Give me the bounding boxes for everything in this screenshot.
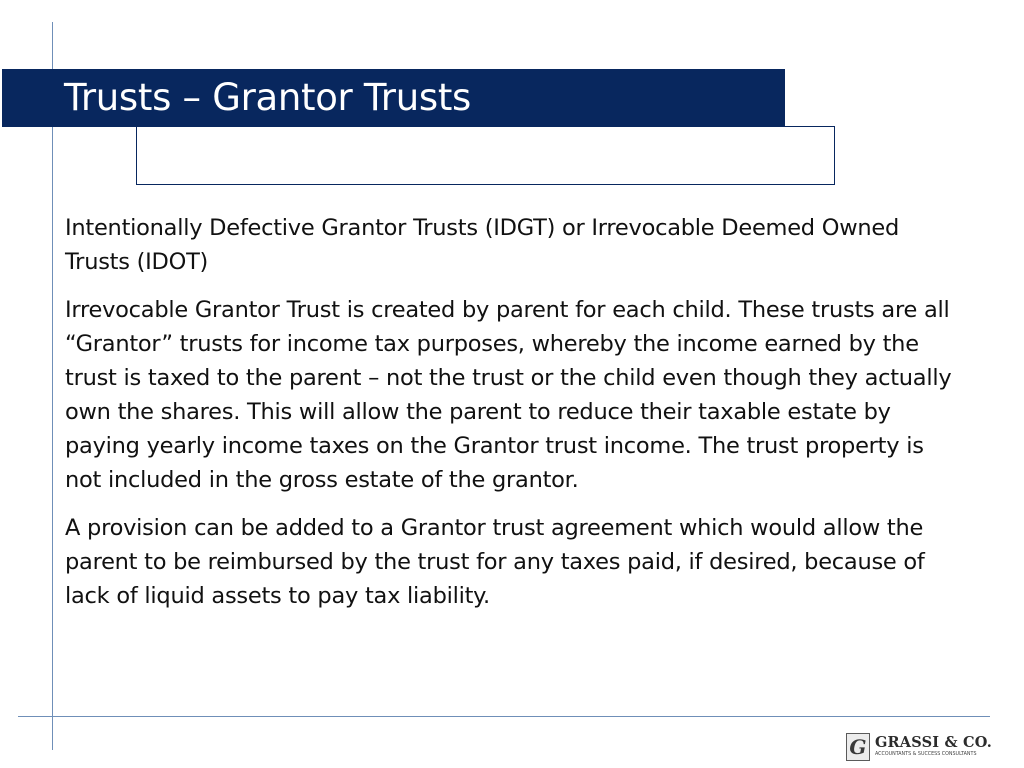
paragraph-2: Irrevocable Grantor Trust is created by parent for each child. These trusts are all “Grantor” trusts for income tax purposes, whereby the income earned by the trust is taxed to the parent – not the trust or the child even though they actually own the shares. This will allow the parent to reduce their taxable estate by paying yearly income taxes on the Grantor trust income. The trust property is not included in the gross estate of the grantor.	[65, 297, 952, 493]
company-logo	[846, 731, 992, 763]
paragraph-1: Intentionally Defective Grantor Trusts (IDGT) or Irrevocable Deemed Owned Trusts (IDOT)	[65, 215, 899, 275]
slide-title: Trusts – Grantor Trusts	[64, 76, 472, 119]
vertical-rule	[52, 22, 53, 750]
accent-box-top-segment	[784, 126, 835, 127]
title-accent-box	[136, 126, 835, 185]
paragraph-3: A provision can be added to a Grantor trust agreement which would allow the parent to be reimbursed by the trust for any taxes paid, if desired, because of lack of liquid assets to pay tax liability.	[65, 515, 925, 609]
horizontal-rule	[18, 716, 990, 717]
logo-name: GRASSI & CO.	[874, 733, 992, 751]
slide-body	[65, 211, 965, 627]
logo-mark-icon: G	[846, 733, 870, 761]
logo-tagline: ACCOUNTANTS & SUCCESS CONSULTANTS	[874, 752, 977, 758]
logo-text	[874, 733, 992, 758]
